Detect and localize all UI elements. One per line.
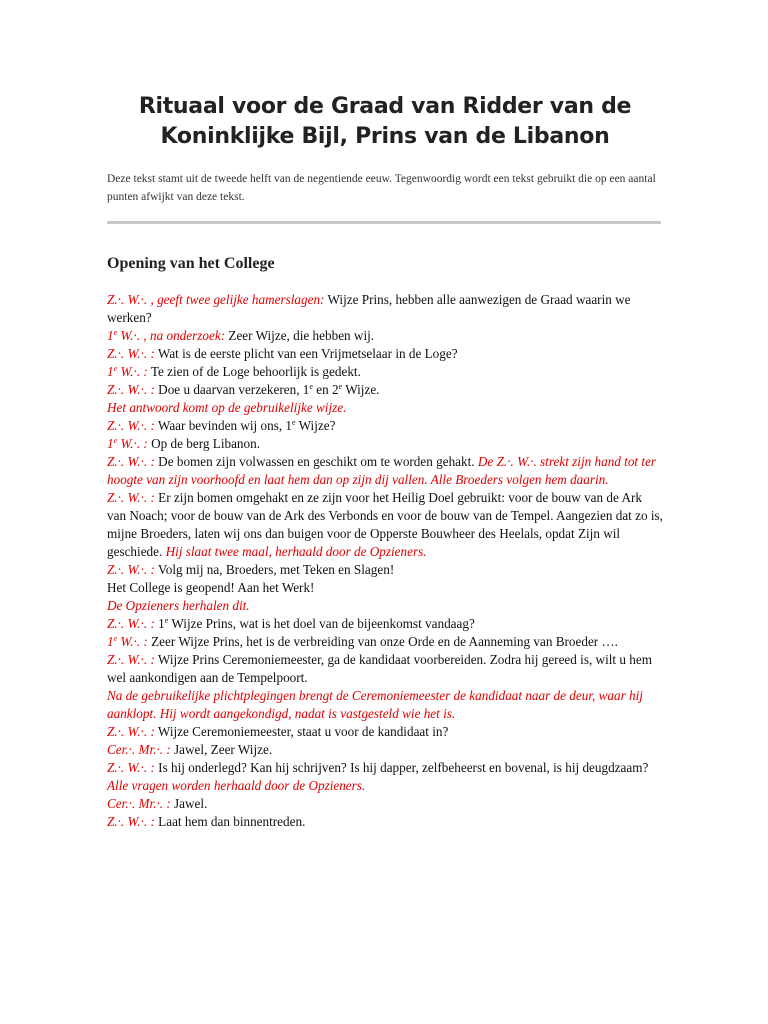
- spoken-text: Jawel.: [170, 796, 208, 811]
- spoken-text: 1e Wijze Prins, wat is het doel van de bijeenkomst vandaag?: [154, 616, 475, 631]
- dialogue-line: [107, 759, 663, 777]
- dialogue-line: [107, 741, 663, 759]
- stage-direction: [107, 597, 663, 615]
- speaker-label: Cer.·. Mr.·. :: [107, 796, 171, 811]
- stage-direction: [107, 399, 663, 417]
- document-page: [107, 0, 663, 831]
- speaker-label: Z.·. W.·. :: [107, 454, 155, 469]
- speaker-label: Z.·. W.·. :: [107, 490, 155, 505]
- spoken-text: Is hij onderlegd? Kan hij schrijven? Is hij dapper, zelfbeheerst en bovenal, is hij deugdzaam?: [154, 760, 649, 775]
- dialogue-line: [107, 579, 663, 597]
- spoken-text: Er zijn bomen omgehakt en ze zijn voor het Heilig Doel gebruikt: voor de bouw van de Ark van Noach; voor de bouw van de Ark des Verbonds en voor de bouw van de Tempel. Aangezien dat zo is, mijne Broeders, laten wij ons dan buigen voor de Opperste Bouwheer des Heelals, opdat Zijn wil geschiede.: [107, 490, 663, 559]
- spoken-text: Waar bevinden wij ons, 1e Wijze?: [154, 418, 336, 433]
- spoken-text: Te zien of de Loge behoorlijk is gedekt.: [147, 364, 361, 379]
- dialogue-line: [107, 633, 663, 651]
- spoken-text: De bomen zijn volwassen en geschikt om te worden gehakt.: [154, 454, 475, 469]
- dialogue-line: [107, 291, 663, 327]
- dialogue-line: [107, 615, 663, 633]
- spoken-text: Op de berg Libanon.: [147, 436, 261, 451]
- stage-direction-text: De Z.·. W.·. strekt zijn hand tot ter hoogte van zijn voorhoofd en laat hem dan op zijn dij vallen. Alle Broeders volgen hem daarin.: [107, 454, 657, 487]
- dialogue-line: [107, 345, 663, 363]
- speaker-label: Z.·. W.·. :: [107, 346, 155, 361]
- speaker-label: 1e W.·. , na onderzoek:: [107, 328, 226, 343]
- spoken-text: Volg mij na, Broeders, met Teken en Slagen!: [154, 562, 395, 577]
- dialogue-line: [107, 489, 663, 561]
- speaker-label: 1e W.·. :: [107, 436, 148, 451]
- spoken-text: Wat is de eerste plicht van een Vrijmetselaar in de Loge?: [154, 346, 458, 361]
- dialogue-line: [107, 651, 663, 687]
- speaker-label: Z.·. W.·. , geeft twee gelijke hamerslagen:: [107, 292, 325, 307]
- stage-direction-text: De Opzieners herhalen dit.: [107, 598, 250, 613]
- dialogue-line: [107, 417, 663, 435]
- speaker-label: Cer.·. Mr.·. :: [107, 742, 171, 757]
- spoken-text: Laat hem dan binnentreden.: [154, 814, 306, 829]
- spoken-text: Wijze Prins, hebben alle aanwezigen de Graad waarin we werken?: [107, 292, 631, 325]
- horizontal-divider: [107, 221, 661, 224]
- spoken-text: Wijze Ceremoniemeester, staat u voor de kandidaat in?: [154, 724, 449, 739]
- speaker-label: 1e W.·. :: [107, 364, 148, 379]
- dialogue-line: [107, 561, 663, 579]
- dialogue-line: [107, 363, 663, 381]
- stage-direction-text: Alle vragen worden herhaald door de Opzieners.: [107, 778, 366, 793]
- stage-direction: [107, 687, 663, 723]
- spoken-text: Zeer Wijze Prins, het is de verbreiding van onze Orde en de Aanneming van Broeder ….: [147, 634, 618, 649]
- speaker-label: Z.·. W.·. :: [107, 814, 155, 829]
- intro-paragraph: Deze tekst stamt uit de tweede helft van de negentiende eeuw. Tegenwoordig wordt een tekst gebruikt die op een aantal punten afwijkt van deze tekst.: [107, 173, 656, 203]
- dialogue-line: [107, 453, 663, 489]
- speaker-label: Z.·. W.·. :: [107, 724, 155, 739]
- spoken-text: Jawel, Zeer Wijze.: [170, 742, 273, 757]
- dialogue-line: [107, 723, 663, 741]
- speaker-label: Z.·. W.·. :: [107, 418, 155, 433]
- dialogue-line: [107, 435, 663, 453]
- dialogue-line: [107, 813, 663, 831]
- stage-direction-text: Na de gebruikelijke plichtplegingen brengt de Ceremoniemeester de kandidaat naar de deur, waar hij aanklopt. Hij wordt aangekondigd, nadat is vastgesteld wie het is.: [107, 688, 643, 721]
- ritual-dialogue: [107, 291, 663, 831]
- spoken-text: Doe u daarvan verzekeren, 1e en 2e Wijze.: [154, 382, 380, 397]
- speaker-label: Z.·. W.·. :: [107, 382, 155, 397]
- speaker-label: 1e W.·. :: [107, 634, 148, 649]
- title-line-2: Koninklijke Bijl, Prins van de Libanon: [160, 124, 610, 149]
- spoken-text: Wijze Prins Ceremoniemeester, ga de kandidaat voorbereiden. Zodra hij gereed is, wilt u hem wel aankondigen aan de Tempelpoort.: [107, 652, 652, 685]
- spoken-text: Het College is geopend! Aan het Werk!: [107, 580, 315, 595]
- dialogue-line: [107, 327, 663, 345]
- dialogue-line: [107, 795, 663, 813]
- speaker-label: Z.·. W.·. :: [107, 760, 155, 775]
- stage-direction: [107, 777, 663, 795]
- dialogue-line: [107, 381, 663, 399]
- stage-direction-text: Het antwoord komt op de gebruikelijke wijze.: [107, 400, 347, 415]
- spoken-text: Zeer Wijze, die hebben wij.: [225, 328, 375, 343]
- speaker-label: Z.·. W.·. :: [107, 562, 155, 577]
- section-heading: Opening van het College: [107, 255, 275, 272]
- stage-direction-text: Hij slaat twee maal, herhaald door de Opzieners.: [162, 544, 427, 559]
- title-line-1: Rituaal voor de Graad van Ridder van de: [138, 94, 632, 119]
- speaker-label: Z.·. W.·. :: [107, 652, 155, 667]
- speaker-label: Z.·. W.·. :: [107, 616, 155, 631]
- document-title: [107, 92, 663, 152]
